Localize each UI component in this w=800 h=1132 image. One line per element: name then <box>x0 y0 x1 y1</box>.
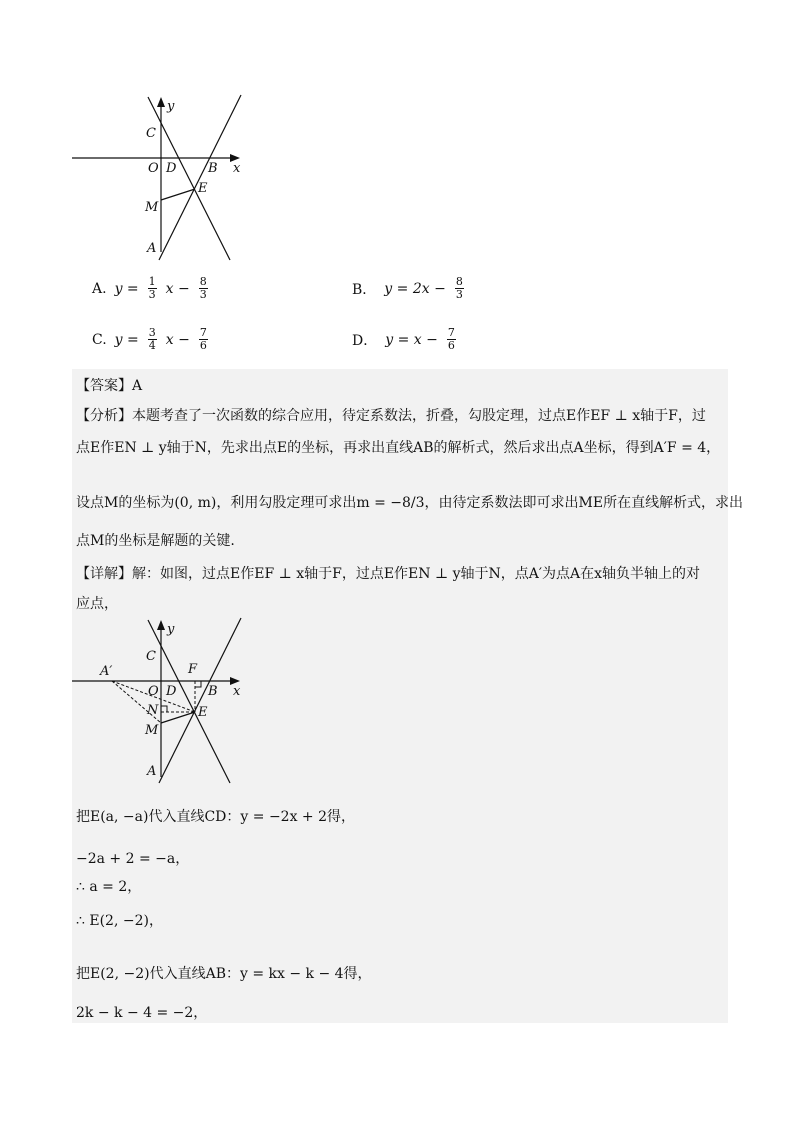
fig2-label-d: D <box>166 684 177 699</box>
fig1-label-a: A <box>147 241 157 256</box>
option-a-mid: x − <box>165 280 190 297</box>
fig1-label-e: E <box>198 181 208 196</box>
step-line-5: 把E(2, −2)代入直线AB：y = kx − k − 4得， <box>76 966 372 982</box>
fig2-label-x: x <box>233 684 241 699</box>
step-line-3: ∴ a = 2， <box>76 879 142 895</box>
option-b-frac2: $\frac{8}{3}$ <box>455 275 463 301</box>
fig1-label-x: x <box>233 161 241 176</box>
analysis-line-2: 点E作EN ⊥ y轴于N，先求出点E的坐标，再求出直线AB的解析式，然后求出点A坐标，得到A′F = 4， <box>76 440 721 456</box>
option-c-mid: x − <box>165 331 190 348</box>
fig2-label-n: N <box>147 703 159 718</box>
option-c-frac2: $\frac{7}{6}$ <box>199 326 207 352</box>
fig2-label-b: B <box>208 684 218 699</box>
fig2-label-a-prime: A′ <box>100 664 113 679</box>
fig1-label-c: C <box>146 126 156 141</box>
option-d-letter: D． <box>352 332 378 349</box>
option-d-lhs: y = x − <box>385 331 438 348</box>
fig1-label-b: B <box>208 161 218 176</box>
option-c-letter: C. <box>92 331 107 348</box>
detail-line-2: 应点， <box>76 596 118 612</box>
option-d-frac2: $\frac{7}{6}$ <box>447 326 455 352</box>
option-a-letter: A. <box>92 280 107 297</box>
fig1-label-m: M <box>145 200 159 215</box>
analysis-line-3: 设点M的坐标为(0, m)，利用勾股定理可求出m = −8/3，由待定系数法即可求出ME所在直线解析式，求出 <box>76 495 744 511</box>
step-line-6: 2k − k − 4 = −2， <box>76 1005 208 1021</box>
fig1-label-d: D <box>166 161 177 176</box>
fig2-label-c: C <box>146 649 156 664</box>
step-line-1: 把E(a, −a)代入直线CD：y = −2x + 2得， <box>76 809 356 825</box>
figure-1-graph <box>70 92 250 262</box>
option-c <box>92 327 209 352</box>
option-b <box>352 276 465 301</box>
option-c-frac1: $\frac{3}{4}$ <box>148 326 156 352</box>
option-d <box>352 327 457 352</box>
detail-line-1: 【详解】解：如图，过点E作EF ⊥ x轴于F，过点E作EN ⊥ y轴于N，点A′为点A在x轴负半轴上的对 <box>76 566 701 582</box>
analysis-line-4: 点M的坐标是解题的关键. <box>76 533 235 549</box>
fig1-label-o: O <box>148 161 159 176</box>
option-a-frac1: $\frac{1}{3}$ <box>148 275 156 301</box>
step-line-4: ∴ E(2, −2)， <box>76 913 163 929</box>
option-b-lhs: y = 2x − <box>384 280 446 297</box>
fig2-label-a: A <box>147 764 157 779</box>
step-line-2: −2a + 2 = −a， <box>76 851 190 867</box>
analysis-line-1: 【分析】本题考查了一次函数的综合应用，待定系数法，折叠，勾股定理，过点E作EF ⊥ x轴于F，过 <box>76 408 706 424</box>
fig2-label-e: E <box>198 705 208 720</box>
fig2-label-o: O <box>148 684 159 699</box>
option-a-lhs: y = <box>114 280 139 297</box>
fig2-label-m: M <box>145 723 159 738</box>
option-a <box>92 276 209 301</box>
answer-line: 【答案】A <box>76 378 143 394</box>
option-c-lhs: y = <box>114 331 139 348</box>
fig1-label-y: y <box>167 99 175 114</box>
figure-2-graph <box>70 615 250 787</box>
option-b-letter: B． <box>352 281 377 298</box>
fig2-label-f: F <box>188 662 198 677</box>
fig2-label-y: y <box>167 622 175 637</box>
option-a-frac2: $\frac{8}{3}$ <box>199 275 207 301</box>
